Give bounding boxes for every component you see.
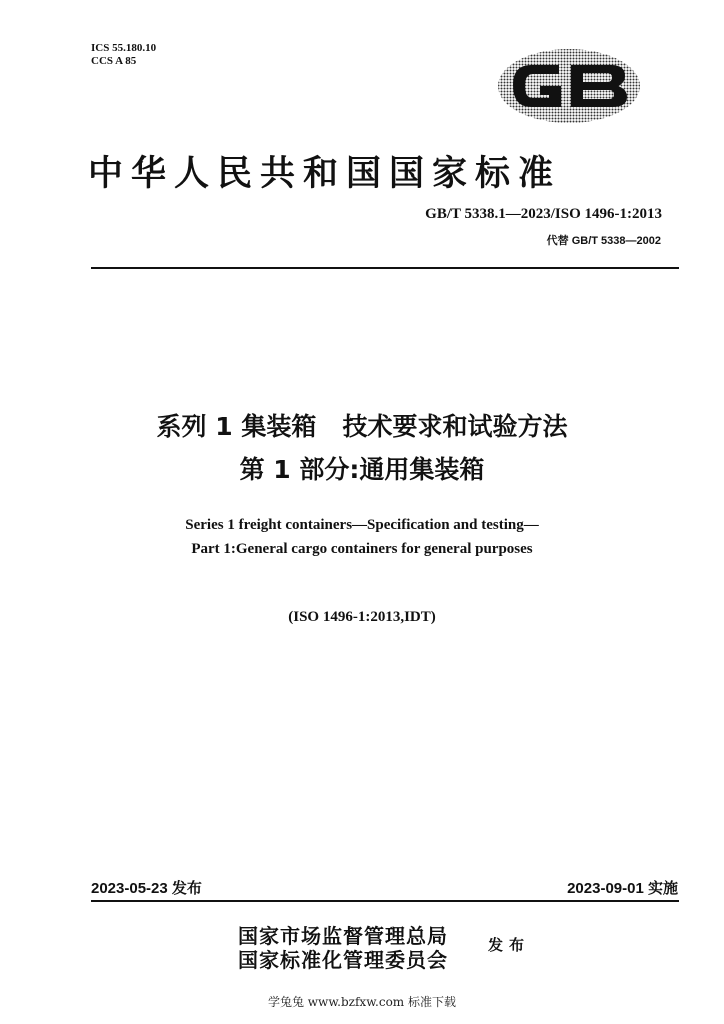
replaces-standard: 代替 GB/T 5338—2002 — [546, 235, 661, 247]
implementation-date: 2023-09-01 实施 — [567, 880, 678, 897]
watermark: 学兔兔 www.bzfxw.com 标准下载 — [267, 995, 457, 1009]
ccs-code: CCS A 85 — [91, 55, 137, 67]
iso-equivalence: (ISO 1496-1:2013,IDT) — [288, 609, 436, 625]
title-cn-line2: 第 1 部分:通用集装箱 — [239, 455, 485, 484]
org-title: 中华人民共和国国家标准 — [88, 153, 562, 194]
top-divider — [91, 267, 679, 269]
issuer-line1: 国家市场监督管理总局 — [238, 924, 448, 948]
publish-label: 发布 — [488, 936, 531, 954]
standard-number: GB/T 5338.1—2023/ISO 1496-1:2013 — [425, 206, 662, 222]
ics-code: ICS 55.180.10 — [91, 42, 157, 54]
title-en-line1: Series 1 freight containers—Specification and testing— — [185, 517, 539, 533]
issuer-line2: 国家标准化管理委员会 — [238, 948, 448, 972]
issue-date: 2023-05-23 发布 — [91, 880, 202, 897]
title-cn-line1: 系列 1 集装箱 技术要求和试验方法 — [156, 412, 568, 441]
classification-codes — [91, 42, 156, 68]
bottom-divider — [91, 900, 679, 902]
title-en-line2: Part 1:General cargo containers for general purposes — [191, 541, 533, 557]
gb-logo — [497, 48, 641, 124]
